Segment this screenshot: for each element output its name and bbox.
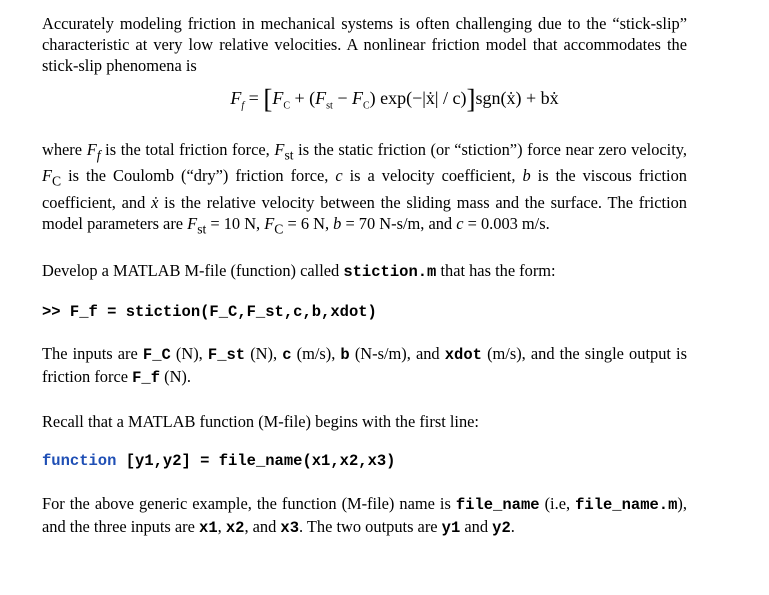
call-example-code: >> F_f = stiction(F_C,F_st,c,b,xdot): [42, 302, 377, 321]
eq-tail: + bẋ: [525, 88, 559, 108]
document-body: [42, 13, 687, 539]
generic-example-paragraph: For the above generic example, the function (M-file) name is file_name (i.e, file_name.m), and the three inputs are x1, x2, and x3. The two outputs are y1 and y2.: [42, 493, 687, 537]
friction-equation: $F_f = [F_C + (F_{st} - F_C)$ exp(−|ẋ| / c)]sgn(ẋ) + bẋ: [230, 84, 559, 114]
function-signature-code: [42, 451, 687, 472]
eq-fc: F: [272, 88, 284, 108]
definitions-paragraph: where $F_f$ is the total friction force, $F_{st}$ is the static friction (or “stiction”) force near zero velocity, $F_C$ is the Coulomb (“dry”) friction force, c is a velocity coefficient, b is the viscous friction coefficient, and ẋ is the relative velocity between the sliding mass and the surface. The friction model parameters are $F_{st} = 10$ N, $F_C = 6$ N, b = 70 N-s/m, and c = 0.003 m/s.: [42, 140, 688, 236]
eq-exp: exp(−|ẋ| / c): [380, 88, 467, 108]
eq-fst-sub: st: [326, 100, 333, 112]
eq-fc-sub-2: C: [362, 100, 370, 112]
recall-paragraph: Recall that a MATLAB function (M-file) begins with the first line:: [42, 411, 479, 431]
function-keyword: function: [42, 451, 117, 470]
intro-paragraph: Accurately modeling friction in mechanical systems is often challenging due to the “stick-slip” characteristic at very low relative velocities. A nonlinear friction model that accommodates the stick-slip phenomena is: [42, 14, 687, 75]
develop-paragraph: Develop a MATLAB M-file (function) called stiction.m that has the form:: [42, 260, 556, 281]
eq-fst: F: [315, 88, 327, 108]
stiction-filename: stiction.m: [343, 262, 437, 281]
eq-sgn: sgn(ẋ): [475, 88, 522, 108]
function-signature-rest: [y1,y2] = file_name(x1,x2,x3): [116, 451, 396, 470]
eq-fc-sub: C: [283, 100, 290, 112]
eq-ff: F: [230, 88, 242, 108]
eq-ff-sub: f: [241, 100, 245, 112]
eq-fc-2: F: [351, 88, 363, 108]
inputs-paragraph: The inputs are F_C (N), F_st (N), c (m/s), b (N-s/m), and xdot (m/s), and the single output is friction force F_f (N).: [42, 343, 687, 387]
